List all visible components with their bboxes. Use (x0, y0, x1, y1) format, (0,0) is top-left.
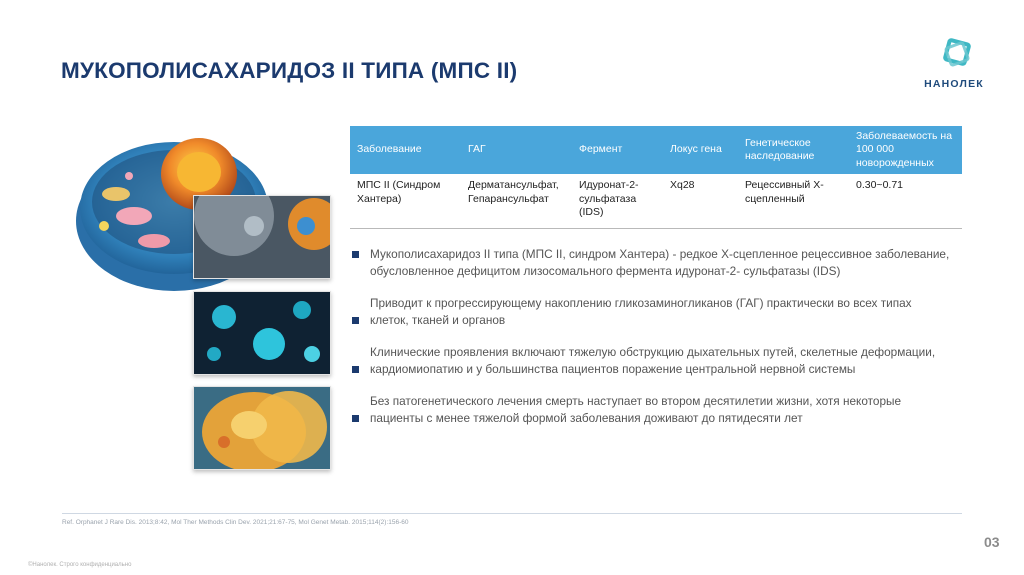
footer-divider (62, 513, 962, 514)
page-number: 03 (984, 534, 1000, 550)
disease-table (350, 126, 962, 229)
bullet-item (350, 295, 950, 329)
table-cell: Xq28 (662, 174, 737, 228)
table-cell: 0.30~0.71 (848, 174, 962, 228)
confidential-note: ©Нанолек. Строго конфиденциально (28, 562, 132, 568)
table-header-cell: Заболевание (350, 126, 460, 174)
bullet-square-icon (352, 317, 359, 324)
slide-title: МУКОПОЛИСАХАРИДОЗ II ТИПА (МПС II) (61, 58, 518, 83)
microscopy-image-1 (193, 195, 331, 279)
microscopy-image-3 (193, 386, 331, 470)
bullet-text: Клинические проявления включают тяжелую обструкцию дыхательных путей, скелетные деформации, кардиомиопатию и у большинства пациентов поражение центральной нервной системы (370, 345, 936, 376)
bullet-item (350, 393, 950, 427)
table-header-cell: Заболеваемость на 100 000 новорожденных (848, 126, 962, 174)
microscopy-image-2 (193, 291, 331, 375)
bullet-item (350, 246, 950, 280)
references: Ref. Orphanet J Rare Dis. 2013;8:42, Mol Ther Methods Clin Dev. 2021;21:67-75, Mol Genet Metab. 2015;114(2):156-60 (62, 519, 409, 526)
table-cell: МПС II (Синдром Хантера) (350, 174, 460, 228)
company-logo (918, 36, 990, 96)
table-row (350, 174, 962, 228)
bullet-item (350, 344, 950, 378)
bullet-text: Без патогенетического лечения смерть наступает во втором десятилетии жизни, хотя некоторые пациенты с менее тяжелой формой заболевания доживают до пятидесяти лет (370, 394, 902, 425)
table-header-cell: Локус гена (662, 126, 737, 174)
bullet-text: Мукополисахаридоз II типа (МПС II, синдром Хантера) - редкое X-сцепленное рецессивное заболевание, обусловленное дефицитом лизосомального фермента идуронат-2- сульфатазы (IDS) (370, 247, 950, 278)
bullet-square-icon (352, 251, 359, 258)
table-cell: Идуронат-2-сульфатаза (IDS) (571, 174, 662, 228)
bullet-list (350, 246, 950, 427)
table-header-row (350, 126, 962, 174)
nanolek-logo-icon (943, 36, 971, 74)
bullet-square-icon (352, 366, 359, 373)
logo-text: НАНОЛЕК (924, 78, 984, 90)
bullet-square-icon (352, 415, 359, 422)
table-header-cell: Генетическое наследование (737, 126, 848, 174)
table-cell: Дерматансульфат, Гепарансульфат (460, 174, 571, 228)
table-header-cell: ГАГ (460, 126, 571, 174)
table-cell: Рецессивный X-сцепленный (737, 174, 848, 228)
table-header-cell: Фермент (571, 126, 662, 174)
bullet-text: Приводит к прогрессирующему накоплению гликозаминогликанов (ГАГ) практически во всех типах клеток, тканей и органов (370, 296, 912, 327)
